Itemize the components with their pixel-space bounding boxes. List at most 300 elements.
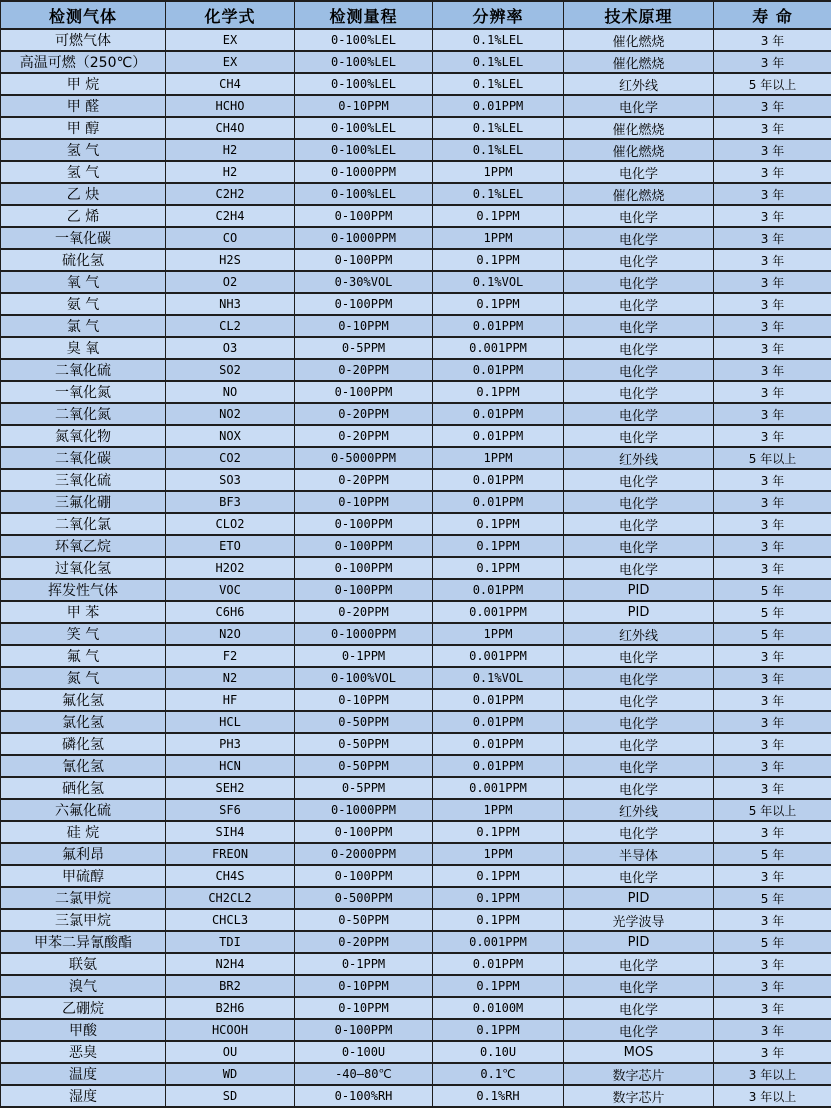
cell-principle: 催化燃烧	[564, 117, 714, 139]
cell-formula: NO2	[166, 403, 295, 425]
cell-resolution: 0.1%LEL	[433, 29, 564, 51]
table-row	[1, 469, 831, 491]
cell-gas-name: 三氟化硼	[1, 491, 166, 513]
cell-gas-name: 二氧化氮	[1, 403, 166, 425]
cell-range: 0-100PPM	[295, 513, 433, 535]
cell-principle: 电化学	[564, 755, 714, 777]
cell-gas-name: 甲 醇	[1, 117, 166, 139]
cell-resolution: 0.1PPM	[433, 865, 564, 887]
cell-range: 0-1PPM	[295, 953, 433, 975]
cell-lifespan: 3 年	[714, 117, 831, 139]
table-row	[1, 579, 831, 601]
cell-lifespan: 5 年	[714, 623, 831, 645]
cell-formula: SO3	[166, 469, 295, 491]
cell-lifespan: 5 年	[714, 887, 831, 909]
cell-range: 0-1000PPM	[295, 227, 433, 249]
cell-resolution: 0.1PPM	[433, 557, 564, 579]
cell-gas-name: 乙硼烷	[1, 997, 166, 1019]
cell-lifespan: 3 年	[714, 1019, 831, 1041]
cell-principle: 电化学	[564, 513, 714, 535]
cell-lifespan: 3 年	[714, 359, 831, 381]
table-row	[1, 711, 831, 733]
cell-formula: H2O2	[166, 557, 295, 579]
table-row	[1, 821, 831, 843]
cell-resolution: 0.01PPM	[433, 491, 564, 513]
cell-formula: H2	[166, 161, 295, 183]
cell-lifespan: 3 年	[714, 689, 831, 711]
cell-lifespan: 5 年以上	[714, 447, 831, 469]
cell-formula: SEH2	[166, 777, 295, 799]
table-row	[1, 865, 831, 887]
cell-range: -40—80℃	[295, 1063, 433, 1085]
table-row	[1, 183, 831, 205]
table-row	[1, 777, 831, 799]
cell-range: 0-100PPM	[295, 205, 433, 227]
cell-gas-name: 甲苯二异氰酸酯	[1, 931, 166, 953]
table-row	[1, 667, 831, 689]
cell-gas-name: 氮 气	[1, 667, 166, 689]
cell-gas-name: 恶臭	[1, 1041, 166, 1063]
cell-principle: 电化学	[564, 293, 714, 315]
cell-resolution: 1PPM	[433, 799, 564, 821]
cell-range: 0-10PPM	[295, 95, 433, 117]
table-row	[1, 1041, 831, 1063]
cell-resolution: 0.001PPM	[433, 337, 564, 359]
table-row	[1, 909, 831, 931]
cell-formula: N2	[166, 667, 295, 689]
cell-lifespan: 3 年	[714, 777, 831, 799]
cell-principle: 电化学	[564, 359, 714, 381]
cell-lifespan: 3 年	[714, 337, 831, 359]
cell-gas-name: 臭 氧	[1, 337, 166, 359]
cell-range: 0-100%LEL	[295, 183, 433, 205]
table-row	[1, 997, 831, 1019]
cell-resolution: 0.01PPM	[433, 359, 564, 381]
table-row	[1, 733, 831, 755]
cell-resolution: 0.001PPM	[433, 601, 564, 623]
cell-range: 0-5PPM	[295, 777, 433, 799]
cell-principle: 数字芯片	[564, 1063, 714, 1085]
table-row	[1, 227, 831, 249]
table-row	[1, 623, 831, 645]
table-row	[1, 51, 831, 73]
cell-lifespan: 3 年	[714, 997, 831, 1019]
cell-formula: NOX	[166, 425, 295, 447]
table-row	[1, 293, 831, 315]
table-row	[1, 755, 831, 777]
cell-resolution: 0.001PPM	[433, 645, 564, 667]
cell-range: 0-100PPM	[295, 579, 433, 601]
cell-range: 0-100PPM	[295, 381, 433, 403]
cell-gas-name: 溴气	[1, 975, 166, 997]
table-row	[1, 271, 831, 293]
cell-principle: 电化学	[564, 1019, 714, 1041]
table-row	[1, 205, 831, 227]
cell-gas-name: 挥发性气体	[1, 579, 166, 601]
cell-range: 0-20PPM	[295, 359, 433, 381]
cell-range: 0-100PPM	[295, 535, 433, 557]
cell-range: 0-30%VOL	[295, 271, 433, 293]
cell-principle: 电化学	[564, 667, 714, 689]
cell-gas-name: 氯化氢	[1, 711, 166, 733]
table-row	[1, 315, 831, 337]
cell-formula: HCHO	[166, 95, 295, 117]
cell-resolution: 0.1PPM	[433, 1019, 564, 1041]
cell-gas-name: 乙 炔	[1, 183, 166, 205]
cell-principle: 电化学	[564, 645, 714, 667]
cell-principle: 电化学	[564, 733, 714, 755]
cell-gas-name: 三氧化硫	[1, 469, 166, 491]
cell-formula: H2	[166, 139, 295, 161]
cell-range: 0-500PPM	[295, 887, 433, 909]
table-row	[1, 799, 831, 821]
cell-range: 0-50PPM	[295, 733, 433, 755]
cell-lifespan: 3 年以上	[714, 1063, 831, 1085]
cell-lifespan: 5 年	[714, 601, 831, 623]
cell-gas-name: 甲 苯	[1, 601, 166, 623]
cell-resolution: 0.1PPM	[433, 909, 564, 931]
cell-formula: VOC	[166, 579, 295, 601]
cell-formula: TDI	[166, 931, 295, 953]
cell-gas-name: 二氯甲烷	[1, 887, 166, 909]
cell-formula: CH4	[166, 73, 295, 95]
cell-resolution: 0.1PPM	[433, 205, 564, 227]
cell-formula: O3	[166, 337, 295, 359]
cell-resolution: 0.10U	[433, 1041, 564, 1063]
cell-lifespan: 3 年	[714, 249, 831, 271]
cell-formula: BF3	[166, 491, 295, 513]
cell-formula: OU	[166, 1041, 295, 1063]
cell-gas-name: 一氧化碳	[1, 227, 166, 249]
cell-resolution: 0.1℃	[433, 1063, 564, 1085]
cell-range: 0-100PPM	[295, 821, 433, 843]
cell-principle: 电化学	[564, 403, 714, 425]
cell-range: 0-50PPM	[295, 909, 433, 931]
cell-resolution: 0.1%VOL	[433, 271, 564, 293]
cell-lifespan: 3 年	[714, 425, 831, 447]
cell-resolution: 0.1%RH	[433, 1085, 564, 1107]
cell-resolution: 0.01PPM	[433, 579, 564, 601]
cell-resolution: 0.01PPM	[433, 733, 564, 755]
cell-formula: H2S	[166, 249, 295, 271]
cell-range: 0-1000PPM	[295, 161, 433, 183]
cell-lifespan: 3 年	[714, 909, 831, 931]
cell-lifespan: 3 年	[714, 139, 831, 161]
cell-formula: F2	[166, 645, 295, 667]
cell-formula: C2H2	[166, 183, 295, 205]
cell-gas-name: 联氨	[1, 953, 166, 975]
cell-resolution: 0.1%LEL	[433, 51, 564, 73]
cell-resolution: 0.1PPM	[433, 513, 564, 535]
cell-gas-name: 二氧化氯	[1, 513, 166, 535]
cell-range: 0-10PPM	[295, 491, 433, 513]
cell-formula: CLO2	[166, 513, 295, 535]
table-row	[1, 117, 831, 139]
cell-lifespan: 3 年	[714, 711, 831, 733]
cell-formula: CH4S	[166, 865, 295, 887]
table-row	[1, 601, 831, 623]
cell-gas-name: 硒化氢	[1, 777, 166, 799]
cell-range: 0-20PPM	[295, 425, 433, 447]
table-row	[1, 249, 831, 271]
cell-lifespan: 5 年以上	[714, 799, 831, 821]
cell-gas-name: 氧 气	[1, 271, 166, 293]
table-row	[1, 337, 831, 359]
cell-lifespan: 3 年	[714, 821, 831, 843]
cell-principle: PID	[564, 887, 714, 909]
cell-principle: 电化学	[564, 469, 714, 491]
cell-gas-name: 高温可燃（250℃）	[1, 51, 166, 73]
cell-lifespan: 3 年	[714, 865, 831, 887]
cell-lifespan: 5 年	[714, 843, 831, 865]
cell-gas-name: 乙 烯	[1, 205, 166, 227]
cell-gas-name: 氟 气	[1, 645, 166, 667]
cell-lifespan: 3 年	[714, 161, 831, 183]
cell-formula: CH2CL2	[166, 887, 295, 909]
cell-range: 0-20PPM	[295, 469, 433, 491]
table-row	[1, 843, 831, 865]
cell-principle: PID	[564, 931, 714, 953]
cell-formula: C6H6	[166, 601, 295, 623]
table-row	[1, 1085, 831, 1107]
cell-formula: CH4O	[166, 117, 295, 139]
cell-resolution: 0.0100M	[433, 997, 564, 1019]
cell-gas-name: 磷化氢	[1, 733, 166, 755]
header-range: 检测量程	[295, 1, 433, 29]
cell-principle: 电化学	[564, 865, 714, 887]
cell-lifespan: 3 年	[714, 557, 831, 579]
cell-principle: 电化学	[564, 95, 714, 117]
cell-formula: HCOOH	[166, 1019, 295, 1041]
cell-principle: 电化学	[564, 689, 714, 711]
table-header	[1, 1, 831, 29]
cell-formula: HCN	[166, 755, 295, 777]
table-row	[1, 95, 831, 117]
cell-lifespan: 3 年	[714, 51, 831, 73]
header-resolution: 分辨率	[433, 1, 564, 29]
table-row	[1, 557, 831, 579]
cell-range: 0-20PPM	[295, 931, 433, 953]
cell-principle: 红外线	[564, 799, 714, 821]
table-row	[1, 381, 831, 403]
cell-resolution: 0.01PPM	[433, 469, 564, 491]
cell-lifespan: 3 年	[714, 469, 831, 491]
cell-formula: WD	[166, 1063, 295, 1085]
cell-formula: CL2	[166, 315, 295, 337]
cell-principle: 催化燃烧	[564, 29, 714, 51]
cell-range: 0-100%LEL	[295, 117, 433, 139]
cell-lifespan: 3 年以上	[714, 1085, 831, 1107]
cell-gas-name: 甲 醛	[1, 95, 166, 117]
cell-principle: 电化学	[564, 161, 714, 183]
cell-principle: 电化学	[564, 315, 714, 337]
table-row	[1, 161, 831, 183]
table-row	[1, 513, 831, 535]
cell-resolution: 0.1PPM	[433, 293, 564, 315]
cell-gas-name: 湿度	[1, 1085, 166, 1107]
cell-lifespan: 3 年	[714, 491, 831, 513]
cell-principle: 光学波导	[564, 909, 714, 931]
table-row	[1, 689, 831, 711]
cell-lifespan: 3 年	[714, 205, 831, 227]
cell-lifespan: 3 年	[714, 755, 831, 777]
cell-lifespan: 3 年	[714, 403, 831, 425]
cell-resolution: 0.01PPM	[433, 755, 564, 777]
cell-gas-name: 六氟化硫	[1, 799, 166, 821]
cell-principle: 电化学	[564, 205, 714, 227]
cell-range: 0-100%LEL	[295, 51, 433, 73]
cell-formula: B2H6	[166, 997, 295, 1019]
cell-range: 0-1PPM	[295, 645, 433, 667]
cell-principle: 电化学	[564, 425, 714, 447]
cell-resolution: 0.1PPM	[433, 381, 564, 403]
cell-principle: 红外线	[564, 73, 714, 95]
cell-principle: 催化燃烧	[564, 51, 714, 73]
table-row	[1, 359, 831, 381]
cell-lifespan: 3 年	[714, 271, 831, 293]
cell-principle: 电化学	[564, 711, 714, 733]
cell-range: 0-100%LEL	[295, 73, 433, 95]
cell-gas-name: 可燃气体	[1, 29, 166, 51]
cell-principle: 电化学	[564, 777, 714, 799]
cell-gas-name: 二氧化碳	[1, 447, 166, 469]
cell-resolution: 0.1%LEL	[433, 73, 564, 95]
cell-lifespan: 3 年	[714, 535, 831, 557]
cell-lifespan: 3 年	[714, 293, 831, 315]
header-formula: 化学式	[166, 1, 295, 29]
cell-resolution: 0.1PPM	[433, 249, 564, 271]
cell-resolution: 0.1%LEL	[433, 183, 564, 205]
header-principle: 技术原理	[564, 1, 714, 29]
cell-formula: C2H4	[166, 205, 295, 227]
cell-formula: N2O	[166, 623, 295, 645]
cell-gas-name: 氢 气	[1, 161, 166, 183]
cell-range: 0-100PPM	[295, 1019, 433, 1041]
cell-range: 0-100%LEL	[295, 29, 433, 51]
cell-resolution: 0.1PPM	[433, 975, 564, 997]
cell-gas-name: 过氧化氢	[1, 557, 166, 579]
cell-resolution: 1PPM	[433, 843, 564, 865]
cell-resolution: 0.1%LEL	[433, 139, 564, 161]
cell-principle: MOS	[564, 1041, 714, 1063]
table-row	[1, 447, 831, 469]
cell-principle: 红外线	[564, 447, 714, 469]
cell-gas-name: 温度	[1, 1063, 166, 1085]
cell-principle: 电化学	[564, 557, 714, 579]
cell-formula: EX	[166, 51, 295, 73]
table-row	[1, 1063, 831, 1085]
cell-gas-name: 一氧化氮	[1, 381, 166, 403]
table-row	[1, 953, 831, 975]
cell-gas-name: 氟利昂	[1, 843, 166, 865]
cell-range: 0-100PPM	[295, 865, 433, 887]
cell-principle: 电化学	[564, 953, 714, 975]
cell-resolution: 1PPM	[433, 623, 564, 645]
cell-gas-name: 三氯甲烷	[1, 909, 166, 931]
table-row	[1, 491, 831, 513]
cell-range: 0-100PPM	[295, 249, 433, 271]
cell-gas-name: 氢 气	[1, 139, 166, 161]
table-row	[1, 29, 831, 51]
cell-formula: SO2	[166, 359, 295, 381]
cell-resolution: 0.01PPM	[433, 315, 564, 337]
cell-resolution: 0.1PPM	[433, 821, 564, 843]
header-gas-name: 检测气体	[1, 1, 166, 29]
cell-range: 0-100PPM	[295, 293, 433, 315]
cell-resolution: 1PPM	[433, 161, 564, 183]
cell-formula: N2H4	[166, 953, 295, 975]
table-row	[1, 645, 831, 667]
cell-gas-name: 甲酸	[1, 1019, 166, 1041]
cell-gas-name: 甲硫醇	[1, 865, 166, 887]
cell-resolution: 0.01PPM	[433, 953, 564, 975]
cell-gas-name: 氮氧化物	[1, 425, 166, 447]
table-row	[1, 403, 831, 425]
cell-formula: EX	[166, 29, 295, 51]
cell-resolution: 0.001PPM	[433, 777, 564, 799]
cell-formula: PH3	[166, 733, 295, 755]
cell-resolution: 0.01PPM	[433, 403, 564, 425]
cell-range: 0-10PPM	[295, 975, 433, 997]
cell-gas-name: 氟化氢	[1, 689, 166, 711]
cell-resolution: 0.1%LEL	[433, 117, 564, 139]
cell-formula: HF	[166, 689, 295, 711]
cell-gas-name: 硅 烷	[1, 821, 166, 843]
cell-gas-name: 氨 气	[1, 293, 166, 315]
cell-resolution: 0.1PPM	[433, 535, 564, 557]
cell-resolution: 0.01PPM	[433, 711, 564, 733]
cell-principle: 电化学	[564, 381, 714, 403]
cell-range: 0-10PPM	[295, 689, 433, 711]
cell-principle: 电化学	[564, 337, 714, 359]
cell-lifespan: 3 年	[714, 975, 831, 997]
cell-lifespan: 3 年	[714, 1041, 831, 1063]
cell-formula: SIH4	[166, 821, 295, 843]
cell-principle: 数字芯片	[564, 1085, 714, 1107]
cell-formula: NH3	[166, 293, 295, 315]
cell-gas-name: 氯 气	[1, 315, 166, 337]
header-lifespan: 寿 命	[714, 1, 831, 29]
cell-range: 0-2000PPM	[295, 843, 433, 865]
cell-formula: HCL	[166, 711, 295, 733]
cell-lifespan: 5 年以上	[714, 73, 831, 95]
cell-range: 0-1000PPM	[295, 799, 433, 821]
header-row	[1, 1, 831, 29]
cell-gas-name: 硫化氢	[1, 249, 166, 271]
cell-lifespan: 3 年	[714, 667, 831, 689]
cell-lifespan: 3 年	[714, 733, 831, 755]
cell-range: 0-5000PPM	[295, 447, 433, 469]
table-row	[1, 425, 831, 447]
cell-lifespan: 5 年	[714, 579, 831, 601]
cell-principle: PID	[564, 579, 714, 601]
cell-range: 0-50PPM	[295, 711, 433, 733]
cell-resolution: 0.1%VOL	[433, 667, 564, 689]
table-row	[1, 887, 831, 909]
cell-range: 0-100%RH	[295, 1085, 433, 1107]
cell-principle: 催化燃烧	[564, 139, 714, 161]
cell-resolution: 0.01PPM	[433, 425, 564, 447]
cell-range: 0-50PPM	[295, 755, 433, 777]
cell-formula: CO2	[166, 447, 295, 469]
cell-principle: 电化学	[564, 821, 714, 843]
cell-principle: PID	[564, 601, 714, 623]
cell-gas-name: 笑 气	[1, 623, 166, 645]
cell-formula: CHCL3	[166, 909, 295, 931]
cell-lifespan: 3 年	[714, 183, 831, 205]
cell-formula: NO	[166, 381, 295, 403]
cell-principle: 半导体	[564, 843, 714, 865]
